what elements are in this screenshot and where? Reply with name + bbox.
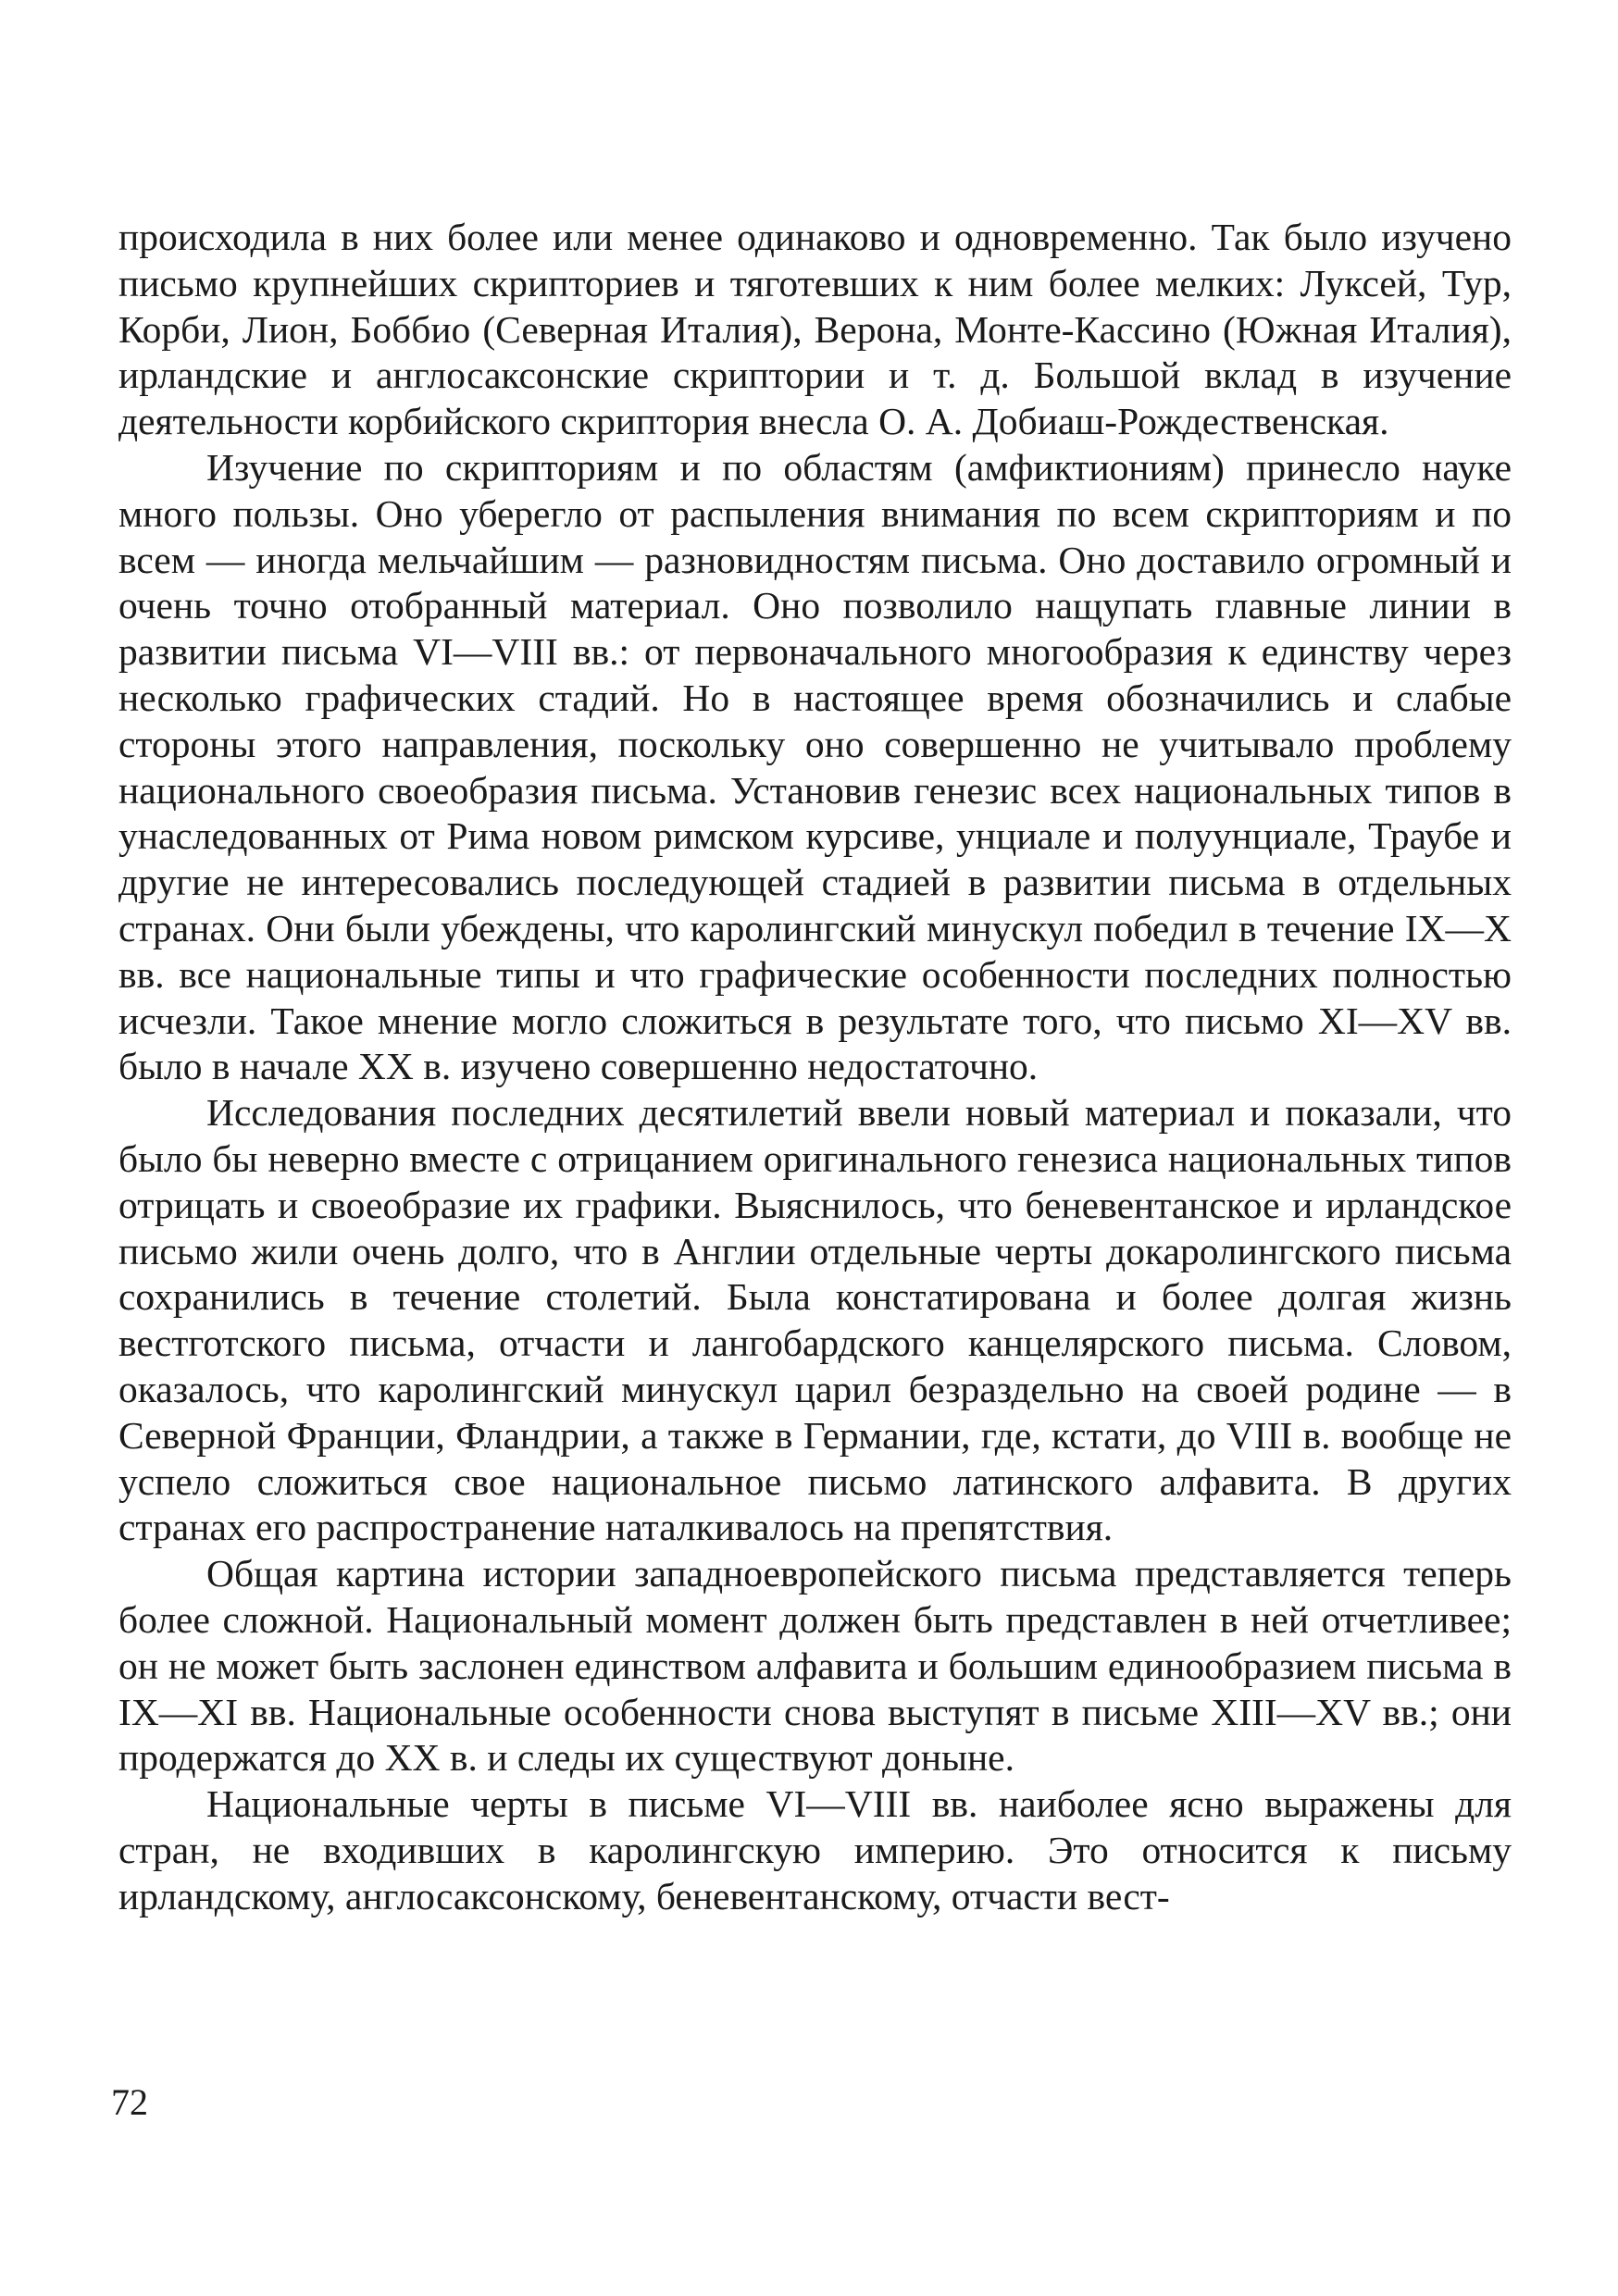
page-number: 72	[111, 2081, 148, 2123]
paragraph-3: Исследования последних десятилетий ввели новый материал и показали, что было бы неверно вместе с отрицанием оригинального генезиса национальных типов отрицать и своеобразие их графики. Выяснилось, что беневентанское и ирландское письмо жили очень долго, что в Англии отдельные черты докаролингского письма сохранились в течение столетий. Была констатирована и более долгая жизнь вестготского письма, отчасти и лангобардского канцелярского письма. Словом, оказалось, что каролингский минускул царил безраздельно на своей родине — в Северной Франции, Фландрии, а также в Германии, где, кстати, до VIII в. вообще не успело сложиться свое национальное письмо латинского алфавита. В других странах его распространение наталкивалось на препятствия.	[118, 1091, 1512, 1549]
paragraph-5: Национальные черты в письме VI—VIII вв. наиболее ясно выражены для стран, не входивших в каролингскую империю. Это относится к письму ирландскому, англосаксонскому, беневентанскому, отчасти вест-	[118, 1782, 1512, 1917]
paragraph-4: Общая картина истории западноевропейского письма представляется теперь более сложной. Национальный момент должен быть представлен в ней отчетливее; он не может быть заслонен единством алфавита и большим единообразием письма в IX—XI вв. Национальные особенности снова выступят в письме XIII—XV вв.; они продержатся до XX в. и следы их существуют доныне.	[118, 1552, 1512, 1780]
paragraph-2: Изучение по скрипториям и по областям (амфиктиониям) принесло науке много пользы. Оно уберегло от распыления внимания по всем скрипториям и по всем — иногда мельчайшим — разновидностям письма. Оно доставило огромный и очень точно отобранный материал. Оно позволило нащупать главные линии в развитии письма VI—VIII вв.: от первоначального многообразия к единству через несколько графических стадий. Но в настоящее время обозначились и слабые стороны этого направления, поскольку оно совершенно не учитывало проблему национального своеобразия письма. Установив генезис всех национальных типов в унаследованных от Рима новом римском курсиве, унциале и полуунциале, Траубе и другие не интересовались последующей стадией в развитии письма в отдельных странах. Они были убеждены, что каролингский минускул победил в течение IX—X вв. все национальные типы и что графические особенности последних полностью исчезли. Такое мнение могло сложиться в результате того, что письмо XI—XV вв. было в начале XX в. изучено совершенно недостаточно.	[118, 445, 1512, 1088]
page-text-block	[118, 215, 1512, 1919]
paragraph-1: происходила в них более или менее одинаково и одновременно. Так было изучено письмо крупнейших скрипториев и тяготевших к ним более мелких: Луксей, Тур, Корби, Лион, Боббио (Северная Италия), Верона, Монте-Кассино (Южная Италия), ирландские и англосаксонские скриптории и т. д. Большой вклад в изучение деятельности корбийского скриптория внесла О. А. Добиаш-Рождественская.	[118, 216, 1512, 443]
